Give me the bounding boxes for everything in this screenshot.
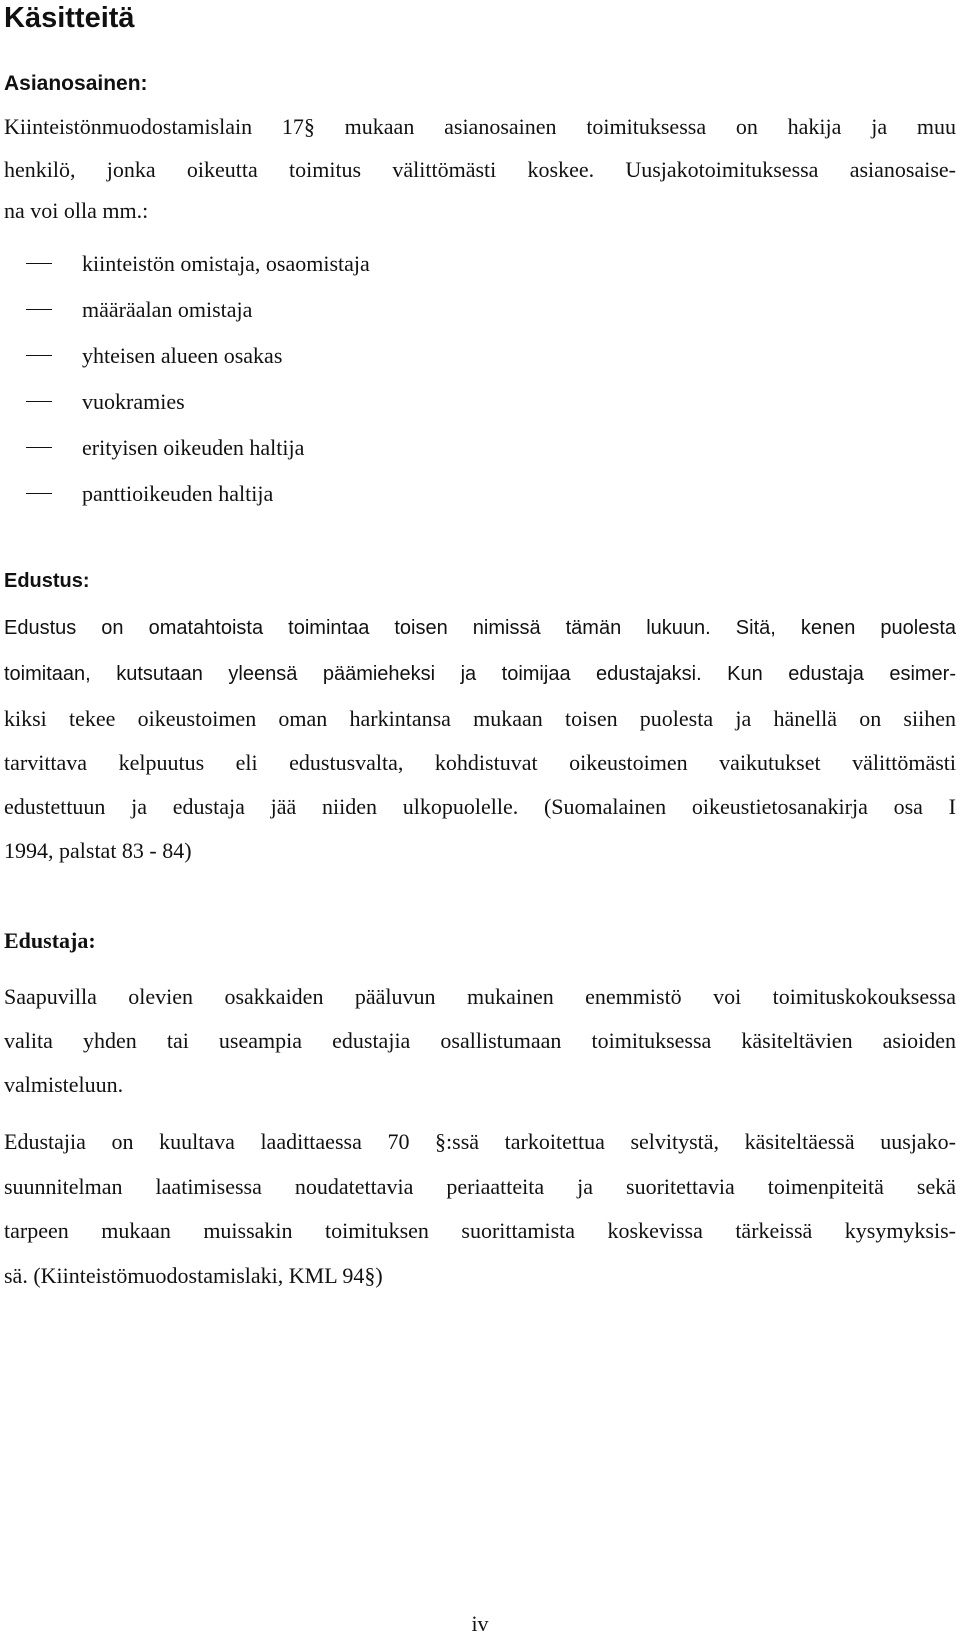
edustus-line-1: Edustus on omatahtoista toimintaa toisen nimissä tämän lukuun. Sitä, kenen puolesta <box>4 617 956 639</box>
list-item: vuokramies <box>26 388 185 416</box>
page-number: iv <box>471 1611 489 1636</box>
list-item: määräalan omistaja <box>26 296 252 324</box>
heading-edustaja: Edustaja: <box>4 928 96 953</box>
dash-icon <box>26 493 52 494</box>
page-title: Käsitteitä <box>4 2 135 34</box>
heading-edustus: Edustus: <box>4 570 90 592</box>
edustus-line-3: kiksi tekee oikeustoimen oman harkintansa mukaan toisen puolesta ja hänellä on siihen <box>4 706 956 731</box>
asianosainen-line-2: henkilö, jonka oikeutta toimitus välittömästi koskee. Uusjakotoimituksessa asianosaise- <box>4 157 956 182</box>
asianosainen-line-3: na voi olla mm.: <box>4 198 149 223</box>
list-item: panttioikeuden haltija <box>26 480 273 508</box>
dash-icon <box>26 263 52 264</box>
edustaja-p1-line-1: Saapuvilla olevien osakkaiden pääluvun mukainen enemmistö voi toimituskokouksessa <box>4 984 956 1009</box>
edustaja-p1-line-2: valita yhden tai useampia edustajia osallistumaan toimituksessa käsiteltävien asioiden <box>4 1028 956 1053</box>
dash-icon <box>26 447 52 448</box>
list-item: erityisen oikeuden haltija <box>26 434 304 462</box>
edustus-line-6: 1994, palstat 83 - 84) <box>4 838 192 863</box>
dash-icon <box>26 401 52 402</box>
edustaja-p1-line-3: valmisteluun. <box>4 1072 124 1097</box>
edustus-line-2: toimitaan, kutsutaan yleensä päämieheksi ja toimijaa edustajaksi. Kun edustaja esimer- <box>4 663 956 685</box>
dash-icon <box>26 355 52 356</box>
edustus-line-4: tarvittava kelpuutus eli edustusvalta, kohdistuvat oikeustoimen vaikutukset välittömästi <box>4 750 956 775</box>
asianosainen-line-1: Kiinteistönmuodostamislain 17§ mukaan asianosainen toimituksessa on hakija ja muu <box>4 114 956 139</box>
list-item: yhteisen alueen osakas <box>26 342 282 370</box>
edustus-line-5: edustettuun ja edustaja jää niiden ulkopuolelle. (Suomalainen oikeustietosanakirja osa I <box>4 794 956 819</box>
list-item: kiinteistön omistaja, osaomistaja <box>26 250 370 278</box>
edustaja-p2-line-1: Edustajia on kuultava laadittaessa 70 §:ssä tarkoitettua selvitystä, käsiteltäessä uusjako- <box>4 1129 956 1154</box>
dash-icon <box>26 309 52 310</box>
edustaja-p2-line-2: suunnitelman laatimisessa noudatettavia periaatteita ja suoritettavia toimenpiteitä sekä <box>4 1174 956 1199</box>
heading-asianosainen: Asianosainen: <box>4 72 148 95</box>
edustaja-p2-line-3: tarpeen mukaan muissakin toimituksen suorittamista koskevissa tärkeissä kysymyksis- <box>4 1218 956 1243</box>
edustaja-p2-line-4: sä. (Kiinteistömuodostamislaki, KML 94§) <box>4 1263 383 1288</box>
